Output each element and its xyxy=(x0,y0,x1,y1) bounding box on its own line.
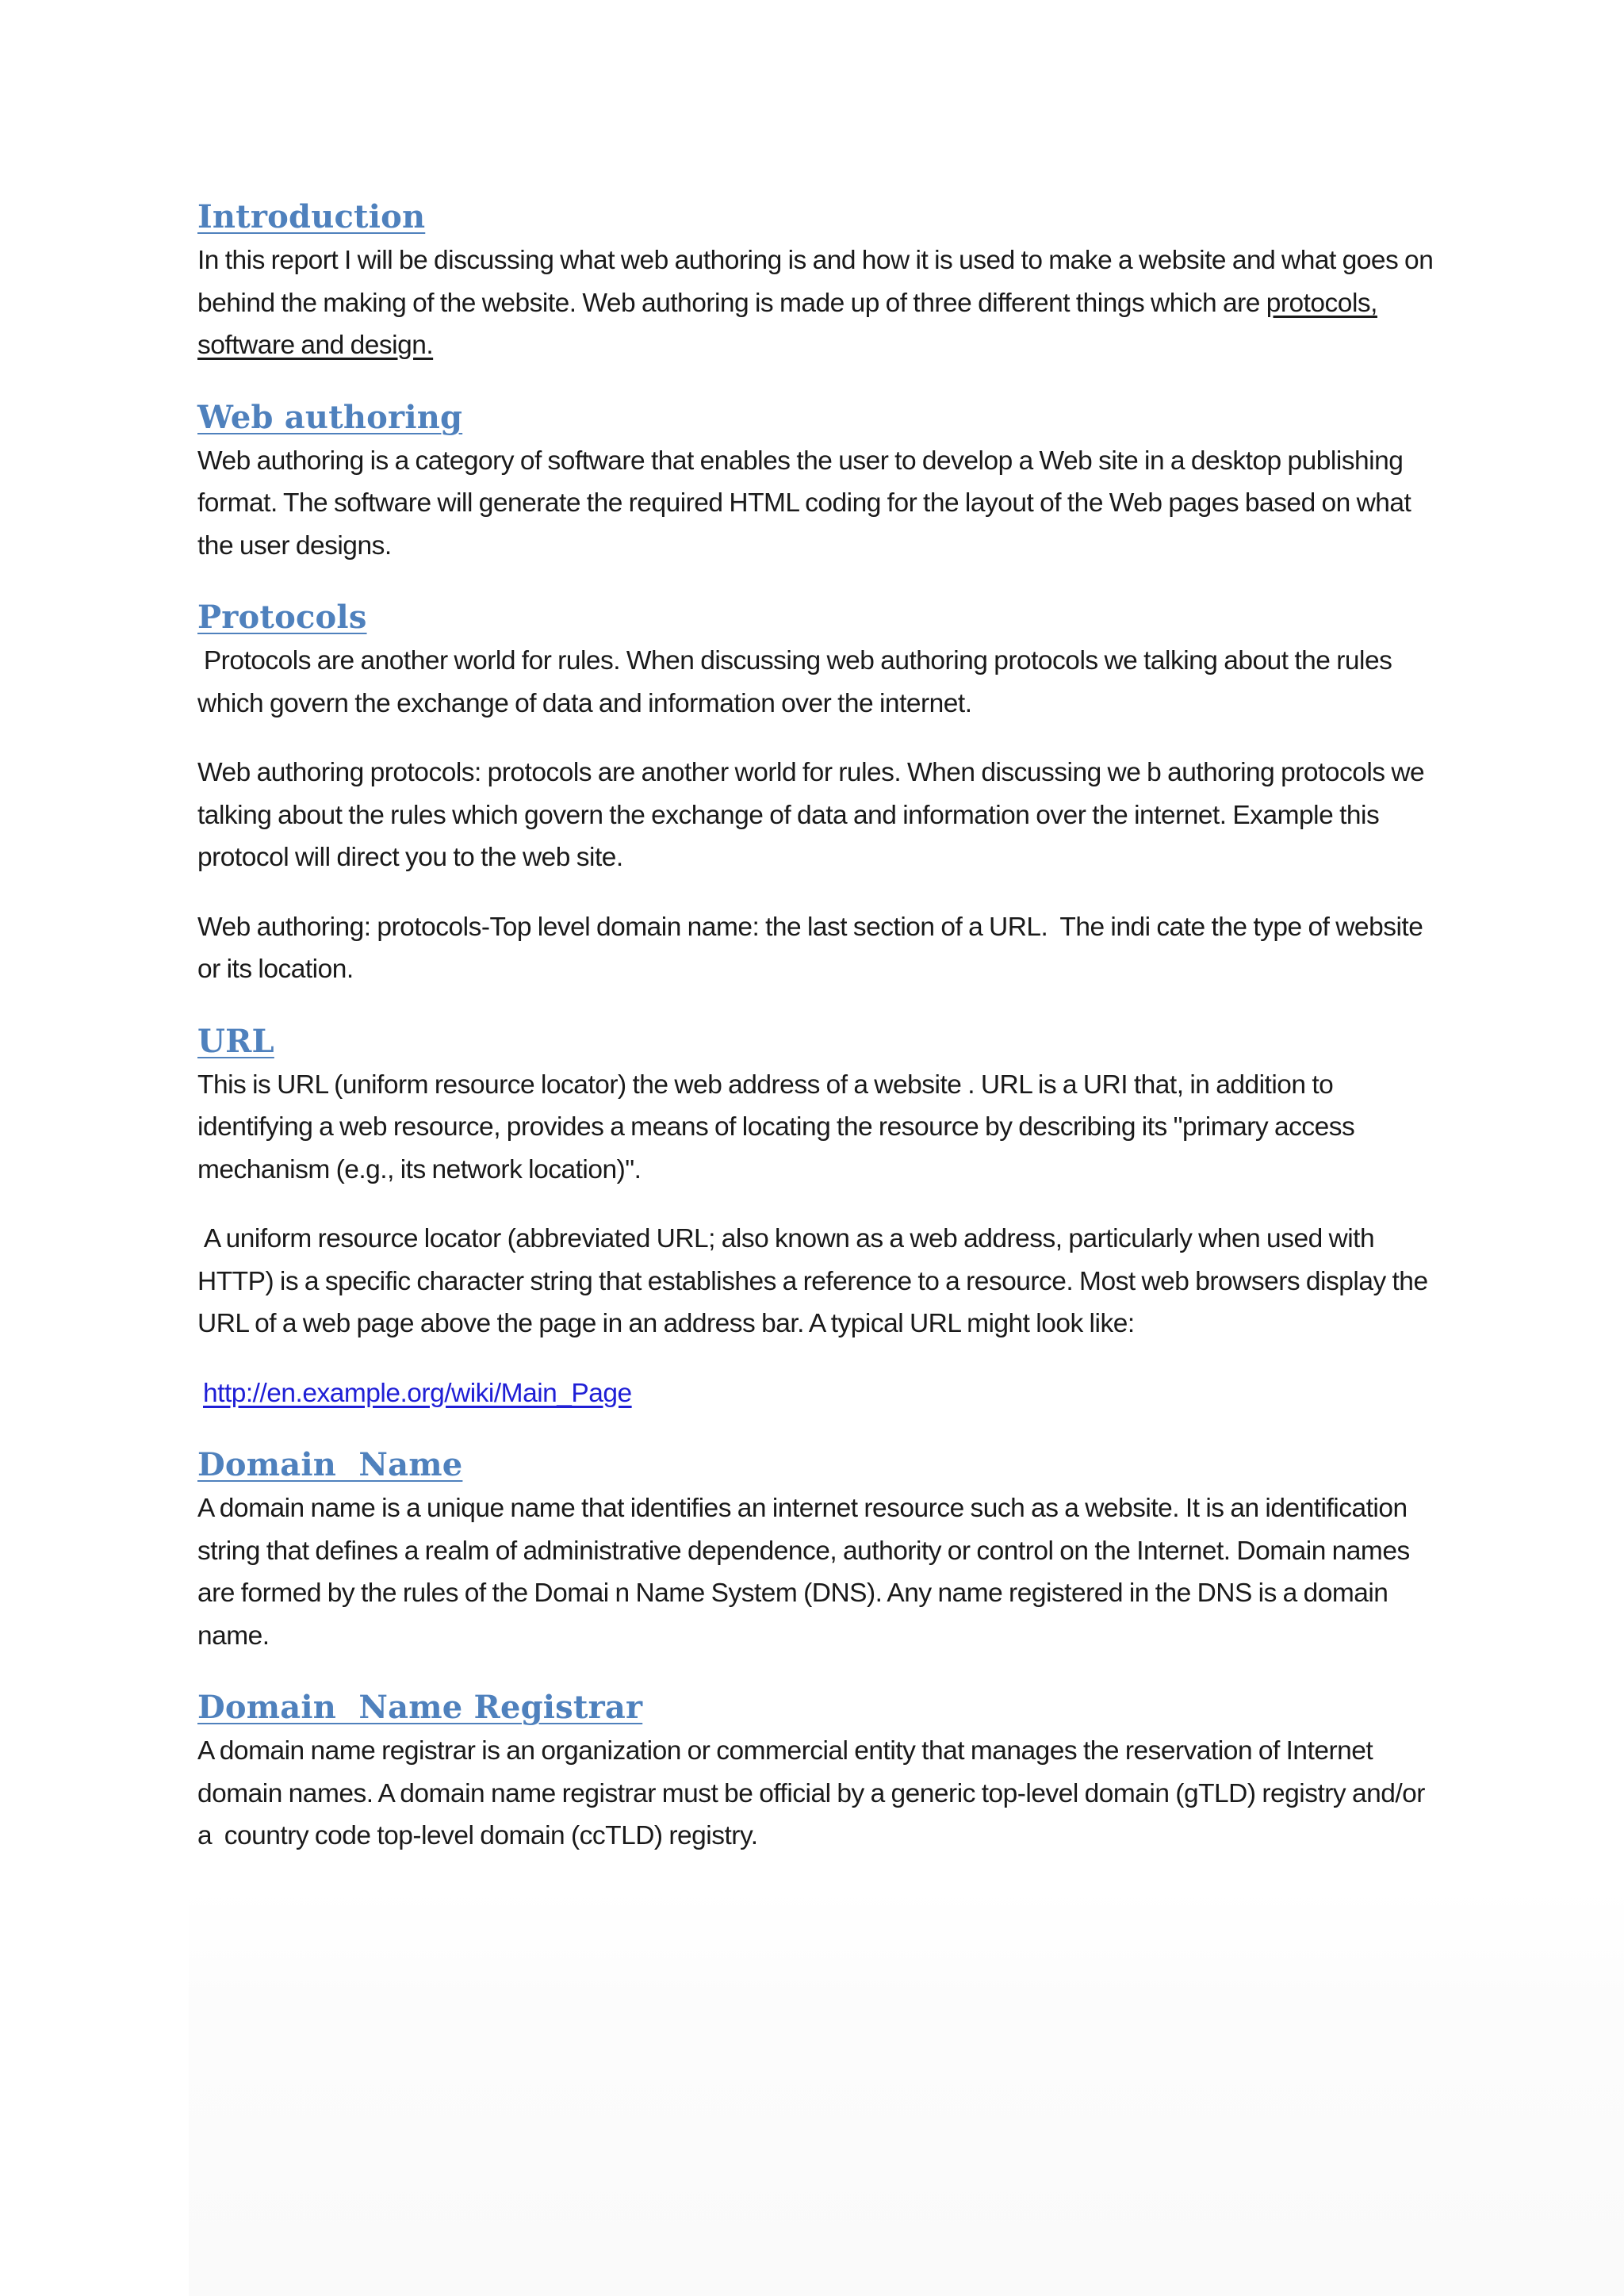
domain-name-paragraph: A domain name is a unique name that identifies an internet resource such as a website. It is an identification string that defines a realm of administrative dependence, authority or control on the Internet. Domain names are formed by the rules of the Domai n Name System (DNS). Any name registered in the DNS is a domain name. xyxy=(197,1494,1410,1651)
introduction-underlined-text: protocols, software and design. xyxy=(197,288,1377,360)
section-web-authoring xyxy=(197,396,1434,568)
url-paragraph-2: A uniform resource locator (abbreviated URL; also known as a web address, particularly when used with HTTP) is a specific character string that establishes a reference to a resource. Most web browsers display the URL of a web page above the page in an address bar. A typical URL might look like: xyxy=(197,1224,1434,1338)
section-introduction xyxy=(197,195,1434,367)
protocols-paragraph-3: Web authoring: protocols-Top level domain name: the last section of a URL. The indi cate the type of website or its location. xyxy=(197,912,1430,984)
heading-domain-name-registrar: Domain Name Registrar xyxy=(197,1689,643,1726)
heading-introduction: Introduction xyxy=(197,198,426,235)
heading-domain-name: Domain Name xyxy=(197,1446,463,1483)
heading-web-authoring: Web authoring xyxy=(197,398,463,436)
heading-protocols: Protocols xyxy=(197,599,367,636)
document-body xyxy=(197,195,1434,1885)
url-paragraph-1: This is URL (uniform resource locator) the web address of a website . URL is a URI that, in addition to identifying a web resource, provides a means of locating the resource by describing its "primary access mechanism (e.g., its network location)". xyxy=(197,1070,1355,1184)
url-link-paragraph xyxy=(197,1372,1434,1415)
introduction-paragraph xyxy=(197,239,1434,367)
web-authoring-paragraph: Web authoring is a category of software that enables the user to develop a Web site in a desktop publishing format. The software will generate the required HTML coding for the layout of the Web pages based on what the user designs. xyxy=(197,446,1411,561)
introduction-text: In this report I will be discussing what web authoring is and how it is used to make a website and what goes on behind the making of the website. Web authoring is made up of three different things which are xyxy=(197,246,1434,318)
domain-name-registrar-paragraph: A domain name registrar is an organization or commercial entity that manages the reservation of Internet domain names. A domain name registrar must be official by a generic top-level domain (gTLD) registry and/or a country code top-level domain (ccTLD) registry. xyxy=(197,1736,1431,1850)
example-url-link[interactable]: http://en.example.org/wiki/Main_Page xyxy=(203,1378,632,1408)
section-protocols xyxy=(197,595,1434,991)
section-url xyxy=(197,1020,1434,1415)
section-domain-name-registrar xyxy=(197,1686,1434,1858)
heading-url: URL xyxy=(197,1022,274,1060)
protocols-paragraph-2: Web authoring protocols: protocols are another world for rules. When discussing we b authoring protocols we talking about the rules which govern the exchange of data and information over the internet. Example this protocol will direct you to the web site. xyxy=(197,758,1425,872)
section-domain-name xyxy=(197,1443,1434,1657)
page-shading xyxy=(189,1887,1624,2296)
protocols-paragraph-1: Protocols are another world for rules. When discussing web authoring protocols we talking about the rules which govern the exchange of data and information over the internet. xyxy=(197,646,1399,718)
